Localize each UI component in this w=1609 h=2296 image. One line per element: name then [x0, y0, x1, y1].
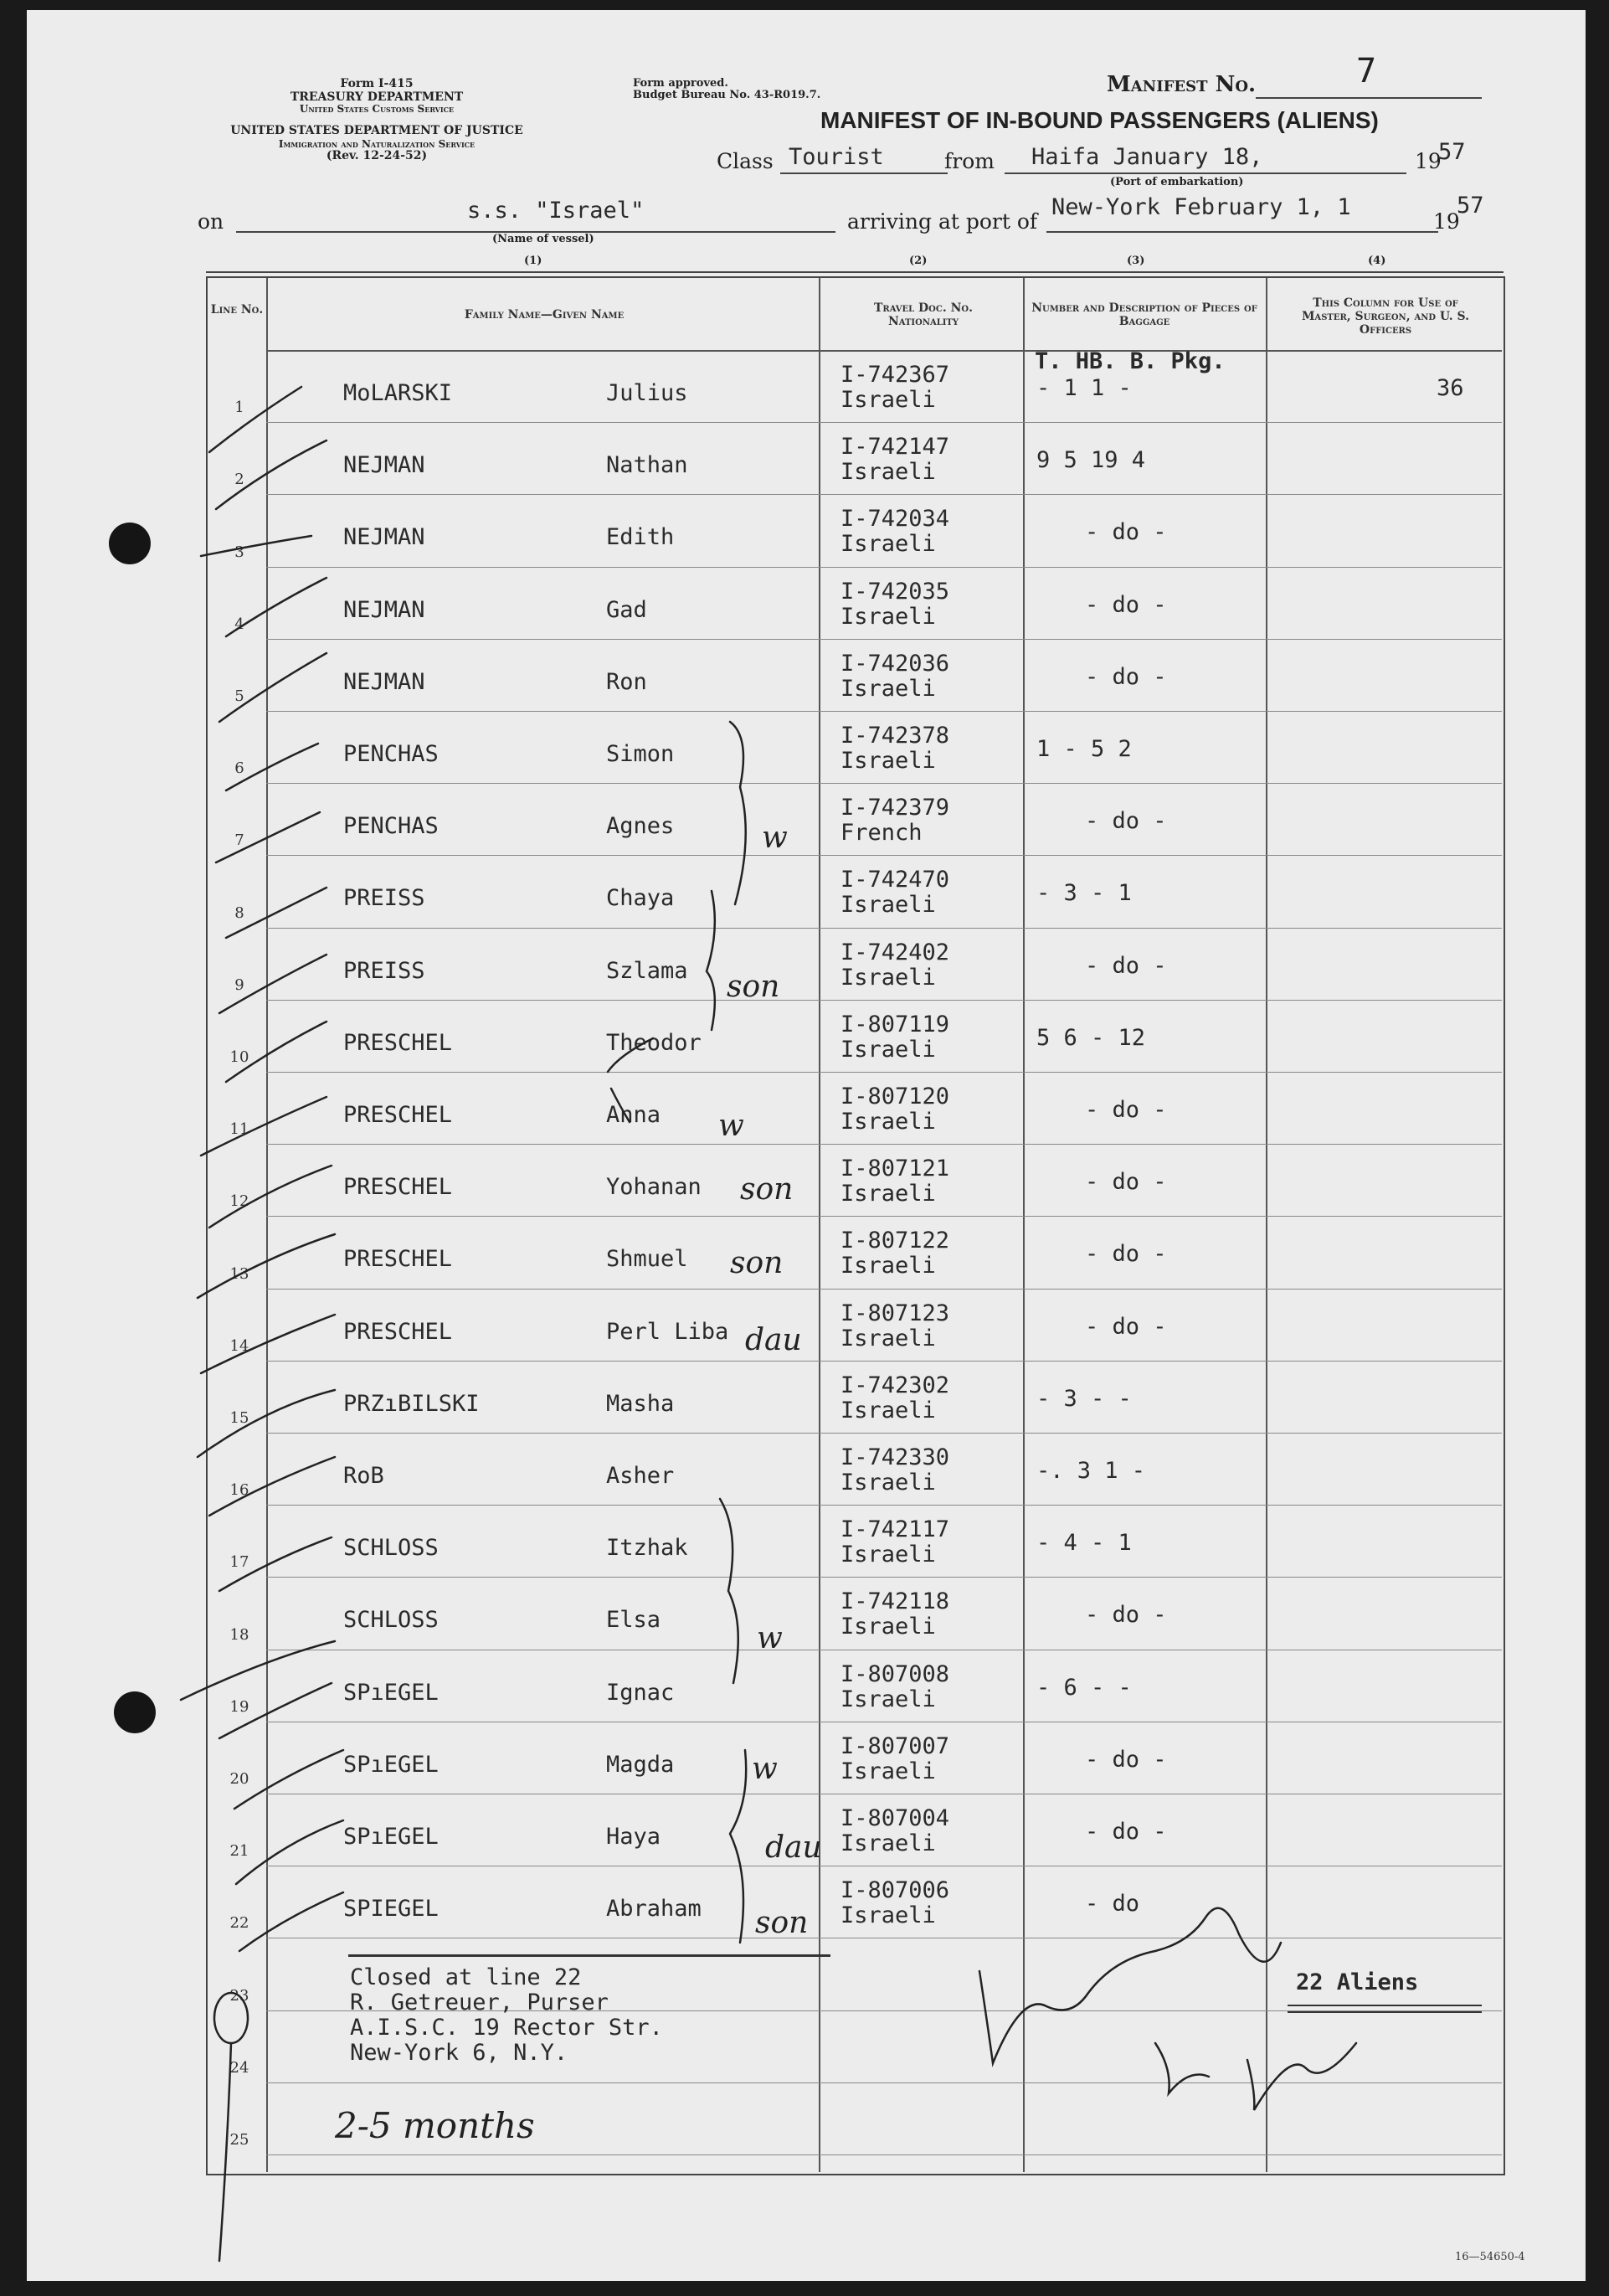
line-number: 11: [229, 1120, 249, 1138]
passenger-family-name: SCHLOSS: [343, 1607, 439, 1633]
row-divider: [266, 2154, 1502, 2155]
vessel-name: s.s. "Israel": [467, 198, 645, 224]
passenger-family-name: SCHLOSS: [343, 1535, 439, 1561]
year-prefix-2: 19: [1433, 209, 1460, 234]
row-divider: [266, 494, 1502, 495]
nationality: Israeli: [840, 1326, 936, 1351]
row-divider: [266, 567, 1502, 568]
travel-doc-number: I-742035: [840, 579, 950, 605]
travel-doc-number: I-742147: [840, 434, 950, 460]
passenger-family-name: SPıEGEL: [343, 1680, 439, 1706]
row-divider: [266, 1433, 1502, 1434]
nationality: Israeli: [840, 604, 936, 630]
baggage-count: - do -: [1085, 1602, 1167, 1628]
line-number: 4: [234, 615, 244, 633]
passenger-family-name: PRESCHEL: [343, 1030, 453, 1056]
year-prefix-1: 19: [1415, 149, 1442, 173]
row-divider: [266, 1144, 1502, 1145]
handwritten-note: son: [727, 970, 780, 1004]
footer-code: 16—54650-4: [1455, 2251, 1525, 2263]
nationality: Israeli: [840, 1902, 936, 1928]
travel-doc-number: I-742034: [840, 506, 950, 532]
from-value: Haifa January 18,: [1031, 144, 1263, 170]
row-divider: [266, 783, 1502, 784]
line-number: 23: [229, 1987, 249, 2005]
travel-doc-number: I-807008: [840, 1661, 950, 1687]
travel-doc-number: I-807119: [840, 1012, 950, 1037]
handwritten-note: w: [718, 1109, 744, 1143]
passenger-family-name: RoB: [343, 1463, 384, 1489]
baggage-count: - do -: [1085, 664, 1167, 690]
baggage-count: - do -: [1085, 1241, 1167, 1267]
passenger-given-name: Elsa: [606, 1607, 661, 1633]
baggage-count: - do -: [1085, 1169, 1167, 1195]
line-number: 19: [229, 1698, 249, 1716]
handwritten-note: w: [757, 1621, 783, 1655]
nationality: Israeli: [840, 1758, 936, 1784]
nationality: Israeli: [840, 459, 936, 485]
baggage-count: - 4 - 1: [1036, 1530, 1132, 1556]
port-embarkation-note: (Port of embarkation): [1110, 176, 1244, 188]
travel-doc-number: I-742036: [840, 651, 950, 677]
baggage-count: 5 6 - 12: [1036, 1025, 1146, 1051]
baggage-count: 1 - 5 2: [1036, 736, 1132, 762]
baggage-count: - 3 - 1: [1036, 880, 1132, 906]
passenger-given-name: Abraham: [606, 1896, 702, 1922]
agent-city: New-York 6, N.Y.: [350, 2040, 568, 2066]
passenger-given-name: Simon: [606, 741, 675, 767]
nationality: Israeli: [840, 965, 936, 991]
arrival-value: New-York February 1, 1: [1051, 194, 1351, 220]
form-number: Form I-415: [340, 77, 414, 90]
line-number: 9: [234, 976, 244, 994]
nationality: Israeli: [840, 1037, 936, 1063]
passenger-given-name: Ignac: [606, 1680, 675, 1706]
nationality: Israeli: [840, 1686, 936, 1712]
passenger-given-name: Ron: [606, 669, 647, 695]
form-approved: Form approved.: [633, 77, 728, 90]
line-number: 17: [229, 1553, 249, 1571]
budget-bureau: Budget Bureau No. 43-R019.7.: [633, 89, 821, 101]
handwritten-bottom-note: 2-5 months: [335, 2105, 535, 2146]
travel-doc-number: I-742302: [840, 1372, 950, 1398]
year-2: 57: [1457, 193, 1484, 219]
travel-doc-number: I-742367: [840, 362, 950, 388]
row-divider: [266, 1000, 1502, 1001]
travel-doc-number: I-742378: [840, 723, 950, 749]
line-number: 24: [229, 2059, 249, 2077]
handwritten-note: son: [740, 1172, 794, 1207]
handwritten-note: w: [762, 821, 788, 855]
passenger-given-name: Chaya: [606, 885, 675, 911]
travel-doc-number: I-807004: [840, 1805, 950, 1831]
passenger-family-name: SPıEGEL: [343, 1752, 439, 1778]
passenger-given-name: Perl Liba: [606, 1319, 729, 1345]
line-number: 13: [229, 1265, 249, 1283]
header-officers: This Column for Use of Master, Surgeon, and U. S. Officers: [1301, 296, 1470, 337]
handwritten-note: dau: [765, 1830, 822, 1865]
passenger-family-name: MoLARSKI: [343, 380, 453, 406]
purser-name: R. Getreuer, Purser: [350, 1990, 609, 2015]
passenger-family-name: NEJMAN: [343, 669, 425, 695]
nationality: Israeli: [840, 1614, 936, 1640]
travel-doc-number: I-807121: [840, 1156, 950, 1181]
nationality: Israeli: [840, 1109, 936, 1135]
header-travel-doc: Travel Doc. No. Nationality: [874, 301, 973, 328]
nationality: Israeli: [840, 387, 936, 413]
punch-hole: [109, 523, 151, 564]
nationality: Israeli: [840, 1253, 936, 1279]
row-divider: [266, 1216, 1502, 1217]
nationality: Israeli: [840, 748, 936, 774]
line-number: 12: [229, 1192, 249, 1210]
passenger-family-name: NEJMAN: [343, 597, 425, 623]
passenger-given-name: Gad: [606, 597, 647, 623]
passenger-family-name: PRESCHEL: [343, 1174, 453, 1200]
arriving-label: arriving at port of: [847, 209, 1038, 234]
baggage-count: - do: [1085, 1891, 1140, 1917]
baggage-count: - do -: [1085, 519, 1167, 545]
class-label: Class: [717, 149, 774, 173]
travel-doc-number: I-807122: [840, 1228, 950, 1254]
punch-hole: [114, 1691, 156, 1733]
passenger-given-name: Yohanan: [606, 1174, 702, 1200]
baggage-count: - do -: [1085, 953, 1167, 979]
nationality: Israeli: [840, 892, 936, 918]
line-number: 7: [234, 831, 244, 849]
travel-doc-number: I-742330: [840, 1444, 950, 1470]
col-number-3: (3): [1127, 255, 1145, 267]
passenger-family-name: PENCHAS: [343, 813, 439, 839]
line-number: 10: [229, 1048, 249, 1066]
class-value: Tourist: [789, 144, 884, 170]
row-divider: [266, 1505, 1502, 1506]
line-number: 16: [229, 1481, 249, 1499]
aliens-count: 22 Aliens: [1296, 1969, 1419, 1995]
passenger-given-name: Itzhak: [606, 1535, 688, 1561]
travel-doc-number: I-742470: [840, 867, 950, 893]
travel-doc-number: I-742118: [840, 1588, 950, 1614]
line-number: 2: [234, 471, 244, 488]
passenger-given-name: Shmuel: [606, 1246, 688, 1272]
department-treasury-sub: United States Customs Service: [299, 103, 455, 115]
line-number: 14: [229, 1337, 249, 1355]
line-number: 20: [229, 1770, 249, 1788]
department-justice-sub: Immigration and Naturalization Service: [278, 138, 476, 150]
nationality: Israeli: [840, 1470, 936, 1495]
passenger-given-name: Magda: [606, 1752, 675, 1778]
line-number: 22: [229, 1914, 249, 1932]
closed-at-line: Closed at line 22: [350, 1964, 582, 1990]
row-divider: [266, 2082, 1502, 2083]
passenger-given-name: Julius: [606, 380, 688, 406]
baggage-column-codes: T. HB. B. Pkg.: [1035, 348, 1226, 374]
travel-doc-number: I-742379: [840, 795, 950, 821]
line-number: 1: [234, 399, 244, 416]
handwritten-note: w: [752, 1752, 778, 1786]
line-number: 15: [229, 1409, 249, 1427]
passenger-given-name: Edith: [606, 524, 675, 550]
form-revision: (Rev. 12-24-52): [326, 149, 428, 162]
passenger-family-name: NEJMAN: [343, 452, 425, 478]
row-divider: [266, 1577, 1502, 1578]
header-baggage: Number and Description of Pieces of Baggage: [1031, 301, 1257, 328]
row-divider: [266, 1289, 1502, 1290]
row-divider: [266, 1072, 1502, 1073]
manifest-title: MANIFEST OF IN-BOUND PASSENGERS (ALIENS): [820, 107, 1379, 133]
baggage-count: -. 3 1 -: [1036, 1458, 1146, 1484]
travel-doc-number: I-807006: [840, 1877, 950, 1903]
baggage-count: - 1 1 -: [1036, 375, 1132, 401]
passenger-given-name: Asher: [606, 1463, 675, 1489]
header-name: Family Name—Given Name: [464, 308, 625, 322]
col-number-4: (4): [1368, 255, 1386, 267]
col-number-1: (1): [524, 255, 542, 267]
nationality: Israeli: [840, 1542, 936, 1568]
nationality: French: [840, 820, 923, 846]
on-label: on: [198, 209, 224, 234]
passenger-family-name: PENCHAS: [343, 741, 439, 767]
row-divider: [266, 855, 1502, 856]
line-number: 6: [234, 759, 244, 777]
row-divider: [266, 1361, 1502, 1362]
travel-doc-number: I-742402: [840, 940, 950, 965]
line-number: 8: [234, 904, 244, 922]
line-number: 3: [234, 543, 244, 561]
travel-doc-number: I-807120: [840, 1084, 950, 1109]
baggage-count: - 3 - -: [1036, 1386, 1132, 1412]
passenger-family-name: PRESCHEL: [343, 1319, 453, 1345]
travel-doc-number: I-742117: [840, 1516, 950, 1542]
line-number: 25: [229, 2131, 249, 2149]
row-divider: [266, 639, 1502, 640]
header-line-no: Line No.: [210, 303, 264, 317]
baggage-count: - do -: [1085, 1097, 1167, 1123]
passenger-family-name: PRZıBILSKI: [343, 1391, 480, 1417]
passenger-family-name: SPIEGEL: [343, 1896, 439, 1922]
travel-doc-number: I-807123: [840, 1300, 950, 1326]
manifest-label: Manifest No.: [1107, 72, 1257, 97]
handwritten-note: son: [755, 1906, 809, 1940]
passenger-given-name: Masha: [606, 1391, 675, 1417]
year-1: 57: [1438, 139, 1466, 165]
from-label: from: [944, 149, 995, 173]
handwritten-note: dau: [745, 1323, 802, 1357]
passenger-family-name: PREISS: [343, 958, 425, 984]
manifest-number: 7: [1356, 52, 1377, 90]
row-divider: [266, 711, 1502, 712]
travel-doc-number: I-807007: [840, 1733, 950, 1759]
row-divider: [266, 928, 1502, 929]
line-number: 5: [234, 687, 244, 705]
agent-address: A.I.S.C. 19 Rector Str.: [350, 2015, 663, 2041]
nationality: Israeli: [840, 531, 936, 557]
row-divider: [266, 422, 1502, 423]
passenger-given-name: Haya: [606, 1824, 661, 1850]
line-number: 21: [229, 1842, 249, 1860]
baggage-count: - do -: [1085, 1819, 1167, 1845]
passenger-family-name: SPıEGEL: [343, 1824, 439, 1850]
baggage-count: - do -: [1085, 1314, 1167, 1340]
baggage-count: - do -: [1085, 808, 1167, 834]
line-number: 18: [229, 1626, 249, 1644]
passenger-given-name: Theodor: [606, 1030, 702, 1056]
passenger-given-name: Nathan: [606, 452, 688, 478]
nationality: Israeli: [840, 1181, 936, 1207]
passenger-given-name: Agnes: [606, 813, 675, 839]
nationality: Israeli: [840, 1830, 936, 1856]
baggage-count: - do -: [1085, 592, 1167, 618]
baggage-count: - do -: [1085, 1747, 1167, 1773]
passenger-family-name: PRESCHEL: [343, 1102, 453, 1128]
passenger-given-name: Szlama: [606, 958, 688, 984]
nationality: Israeli: [840, 1398, 936, 1423]
nationality: Israeli: [840, 676, 936, 702]
department-justice: UNITED STATES DEPARTMENT OF JUSTICE: [230, 124, 523, 137]
department-treasury: TREASURY DEPARTMENT: [290, 90, 464, 104]
passenger-family-name: PRESCHEL: [343, 1246, 453, 1272]
passenger-family-name: NEJMAN: [343, 524, 425, 550]
col-number-2: (2): [909, 255, 928, 267]
passenger-given-name: Anna: [606, 1102, 661, 1128]
officer-note: 36: [1437, 375, 1464, 401]
passenger-family-name: PREISS: [343, 885, 425, 911]
baggage-count: - 6 - -: [1036, 1675, 1132, 1701]
vessel-note: (Name of vessel): [492, 233, 594, 245]
baggage-count: 9 5 19 4: [1036, 447, 1146, 473]
handwritten-note: son: [730, 1246, 784, 1280]
